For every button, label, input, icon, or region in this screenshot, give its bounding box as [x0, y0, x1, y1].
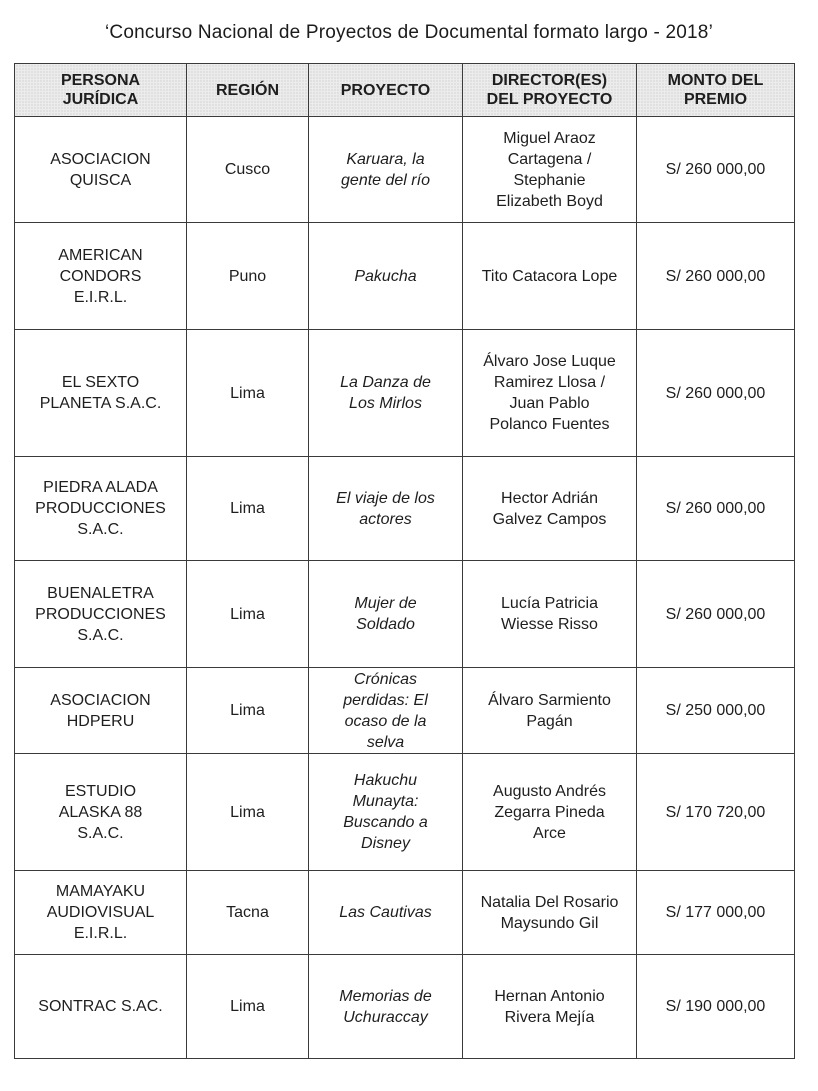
- cell-text-line: S/ 177 000,00: [665, 904, 766, 921]
- cell-director: [463, 955, 637, 1059]
- cell-text-line: S/ 260 000,00: [665, 500, 766, 517]
- cell-monto-premio: [637, 561, 795, 668]
- cell-text-line: DIRECTOR(ES): [491, 72, 608, 89]
- cell-text-line: ASOCIACION: [50, 691, 151, 709]
- cell-text-line: EL SEXTO: [61, 374, 140, 391]
- cell-text-line: Karuara, la: [346, 150, 425, 168]
- cell-region: [187, 955, 309, 1059]
- cell-text-line: Lima: [230, 384, 265, 402]
- cell-monto-premio: [637, 117, 795, 223]
- cell-text-line: Augusto Andrés: [493, 782, 606, 800]
- cell-text-line: S/ 190 000,00: [665, 998, 766, 1015]
- cell-director: [463, 561, 637, 668]
- cell-text-line: Soldado: [356, 616, 415, 633]
- cell-text-line: Pagán: [526, 712, 573, 730]
- cell-region: [187, 668, 309, 754]
- cell-text-line: Maysundo Gil: [500, 914, 599, 932]
- cell-region: [187, 223, 309, 330]
- cell-text-line: gente del río: [341, 171, 430, 189]
- cell-text-line: Natalia Del Rosario: [480, 893, 619, 911]
- cell-region: [187, 330, 309, 457]
- cell-proyecto: [309, 668, 463, 754]
- cell-text-line: Miguel Araoz: [503, 129, 596, 147]
- cell-region: [187, 754, 309, 871]
- cell-text-line: PREMIO: [683, 91, 748, 108]
- cell-text-line: Los Mirlos: [349, 395, 422, 412]
- cell-director: [463, 668, 637, 754]
- cell-text-line: Ramirez Llosa /: [493, 374, 606, 391]
- cell-text-line: S/ 260 000,00: [665, 384, 766, 402]
- cell-text-line: La Danza de: [340, 374, 431, 391]
- cell-proyecto: [309, 457, 463, 561]
- cell-text-line: Juan Pablo: [509, 395, 590, 412]
- cell-text-line: CONDORS: [59, 267, 142, 285]
- cell-text-line: Las Cautivas: [339, 904, 432, 921]
- cell-region: [187, 561, 309, 668]
- cell-persona-juridica: [15, 117, 187, 223]
- cell-text-line: E.I.R.L.: [73, 288, 128, 306]
- cell-text-line: actores: [359, 510, 412, 528]
- cell-text-line: JURÍDICA: [62, 91, 139, 108]
- document-title: ‘Concurso Nacional de Proyectos de Documental formato largo - 2018’: [105, 22, 713, 43]
- cell-persona-juridica: [15, 871, 187, 955]
- cell-text-line: ASOCIACION: [50, 150, 151, 168]
- header-region: [187, 64, 309, 117]
- cell-persona-juridica: [15, 561, 187, 668]
- table-row: [15, 223, 795, 330]
- cell-text-line: Tito Catacora Lope: [481, 267, 618, 285]
- cell-director: [463, 117, 637, 223]
- cell-text-line: Disney: [361, 835, 410, 852]
- cell-text-line: Hernan Antonio: [494, 987, 605, 1005]
- cell-text-line: ALASKA 88: [58, 803, 143, 821]
- cell-monto-premio: [637, 871, 795, 955]
- cell-proyecto: [309, 754, 463, 871]
- cell-text-line: MONTO DEL: [667, 72, 764, 89]
- cell-text-line: QUISCA: [69, 171, 132, 189]
- cell-persona-juridica: [15, 457, 187, 561]
- cell-text-line: Uchuraccay: [343, 1008, 428, 1026]
- table-row: [15, 871, 795, 955]
- cell-text-line: Puno: [228, 267, 267, 285]
- cell-persona-juridica: [15, 668, 187, 754]
- cell-text-line: Buscando a: [343, 814, 428, 831]
- cell-text-line: perdidas: El: [343, 691, 428, 709]
- cell-text-line: Arce: [533, 824, 566, 842]
- cell-text-line: Stephanie: [513, 171, 586, 189]
- cell-text-line: Hector Adrián: [501, 489, 598, 507]
- cell-text-line: PLANETA S.A.C.: [39, 395, 162, 412]
- cell-text-line: El viaje de los: [336, 489, 435, 507]
- table-row: [15, 668, 795, 754]
- cell-text-line: Rivera Mejía: [504, 1008, 595, 1026]
- cell-proyecto: [309, 955, 463, 1059]
- header-monto: [637, 64, 795, 117]
- cell-text-line: Memorias de: [339, 987, 432, 1005]
- cell-text-line: Munayta:: [352, 793, 419, 810]
- cell-text-line: S/ 170 720,00: [665, 803, 766, 821]
- table-row: [15, 117, 795, 223]
- cell-monto-premio: [637, 754, 795, 871]
- cell-text-line: Wiesse Risso: [501, 616, 598, 633]
- cell-text-line: Álvaro Jose Luque: [483, 353, 616, 370]
- cell-text-line: PRODUCCIONES: [35, 500, 166, 517]
- cell-text-line: AMERICAN: [58, 246, 143, 264]
- table-row: [15, 457, 795, 561]
- table-row: [15, 754, 795, 871]
- cell-monto-premio: [637, 955, 795, 1059]
- cell-text-line: Crónicas: [353, 670, 418, 688]
- cell-director: [463, 330, 637, 457]
- header-director: [463, 64, 637, 117]
- cell-text-line: S/ 260 000,00: [665, 605, 766, 623]
- cell-text-line: S/ 250 000,00: [665, 702, 766, 719]
- cell-text-line: AUDIOVISUAL: [46, 904, 155, 921]
- cell-proyecto: [309, 561, 463, 668]
- cell-text-line: Lucía Patricia: [501, 595, 598, 612]
- cell-text-line: S.A.C.: [77, 824, 124, 842]
- table-row: [15, 561, 795, 668]
- cell-text-line: S/ 260 000,00: [665, 267, 766, 285]
- cell-text-line: Lima: [230, 998, 265, 1015]
- cell-monto-premio: [637, 330, 795, 457]
- cell-persona-juridica: [15, 955, 187, 1059]
- cell-proyecto: [309, 117, 463, 223]
- cell-text-line: MAMAYAKU: [55, 883, 146, 900]
- cell-text-line: Mujer de: [354, 595, 417, 612]
- cell-text-line: PERSONA: [60, 72, 141, 89]
- cell-text-line: Tacna: [226, 904, 269, 921]
- cell-proyecto: [309, 330, 463, 457]
- cell-text-line: REGIÓN: [215, 81, 280, 99]
- cell-text-line: Lima: [230, 803, 265, 821]
- cell-text-line: Zegarra Pineda: [494, 803, 605, 821]
- cell-text-line: E.I.R.L.: [73, 925, 128, 942]
- cell-text-line: BUENALETRA: [47, 584, 154, 602]
- cell-text-line: S.A.C.: [77, 626, 124, 644]
- cell-persona-juridica: [15, 330, 187, 457]
- cell-monto-premio: [637, 223, 795, 330]
- cell-text-line: Álvaro Sarmiento: [488, 691, 611, 709]
- cell-persona-juridica: [15, 754, 187, 871]
- cell-text-line: PRODUCCIONES: [35, 605, 166, 623]
- cell-monto-premio: [637, 668, 795, 754]
- cell-region: [187, 871, 309, 955]
- cell-region: [187, 117, 309, 223]
- awards-table: [14, 63, 795, 1059]
- cell-text-line: ocaso de la: [344, 712, 427, 730]
- cell-text-line: Galvez Campos: [492, 510, 607, 528]
- cell-region: [187, 457, 309, 561]
- cell-text-line: S/ 260 000,00: [665, 161, 766, 178]
- cell-text-line: Hakuchu: [353, 772, 418, 789]
- cell-text-line: DEL PROYECTO: [486, 91, 613, 108]
- cell-text-line: S.A.C.: [77, 521, 124, 538]
- cell-persona-juridica: [15, 223, 187, 330]
- table-row: [15, 955, 795, 1059]
- cell-text-line: PIEDRA ALADA: [43, 479, 158, 496]
- cell-text-line: ESTUDIO: [64, 782, 137, 800]
- cell-text-line: SONTRAC S.AC.: [38, 998, 163, 1015]
- cell-text-line: Lima: [230, 500, 265, 517]
- header-persona-juridica: [15, 64, 187, 117]
- cell-text-line: PROYECTO: [340, 81, 431, 99]
- cell-proyecto: [309, 871, 463, 955]
- cell-director: [463, 754, 637, 871]
- cell-text-line: Cartagena /: [507, 150, 592, 168]
- cell-director: [463, 457, 637, 561]
- cell-text-line: Elizabeth Boyd: [496, 192, 603, 210]
- cell-text-line: HDPERU: [66, 712, 135, 730]
- table-header-row: [15, 64, 795, 117]
- cell-text-line: Polanco Fuentes: [489, 416, 610, 433]
- cell-director: [463, 223, 637, 330]
- cell-monto-premio: [637, 457, 795, 561]
- cell-text-line: Lima: [230, 605, 265, 623]
- cell-text-line: Cusco: [224, 161, 271, 178]
- cell-proyecto: [309, 223, 463, 330]
- table-body: [15, 117, 795, 1059]
- header-proyecto: [309, 64, 463, 117]
- cell-director: [463, 871, 637, 955]
- cell-text-line: Pakucha: [354, 267, 417, 285]
- cell-text-line: selva: [366, 733, 405, 751]
- cell-text-line: Lima: [230, 702, 265, 719]
- table-row: [15, 330, 795, 457]
